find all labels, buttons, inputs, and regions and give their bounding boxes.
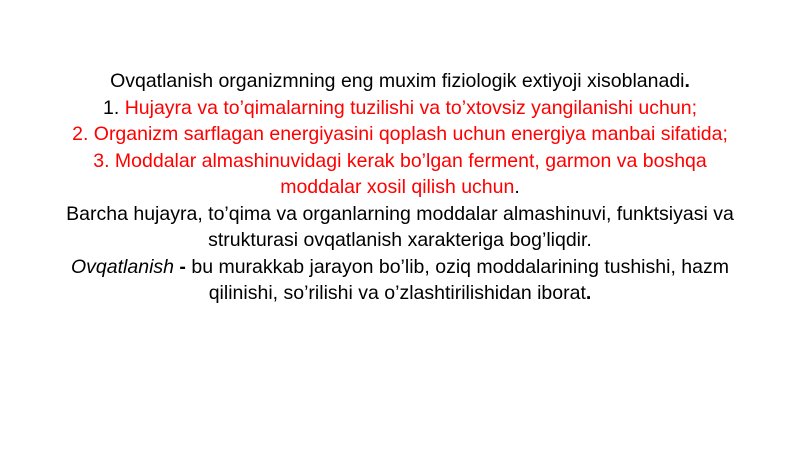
slide-text-block bbox=[60, 68, 740, 307]
list-item-3 bbox=[60, 148, 740, 201]
item1-number: 1. bbox=[103, 96, 125, 119]
definition-line bbox=[60, 254, 740, 307]
item3-text: 3. Moddalar almashinuvidagi kerak bo’lgan ferment, garmon va boshqa moddalar xosil qilish uchun bbox=[93, 149, 707, 198]
definition-dot: . bbox=[585, 282, 592, 304]
intro-dot: . bbox=[684, 70, 690, 92]
intro-line bbox=[60, 68, 740, 95]
item3-dot: . bbox=[514, 176, 520, 198]
definition-term: Ovqatlanish bbox=[71, 255, 174, 278]
definition-dash: - bbox=[174, 255, 192, 278]
intro-text: Ovqatlanish organizmning eng muxim fiziologik extiyoji xisoblanadi bbox=[110, 70, 685, 92]
paragraph-organs: Barcha hujayra, to’qima va organlarning moddalar almashinuvi, funktsiyasi va strukturasi ovqatlanish xarakteriga bog’liqdir. bbox=[66, 202, 734, 251]
list-item-2: 2. Organizm sarflagan energiyasini qoplash uchun energiya manbai sifatida; bbox=[72, 123, 728, 145]
definition-text: bu murakkab jarayon bo’lib, oziq moddalarining tushishi, hazm qilinishi, so’rilishi va o’zlashtirilishidan iborat bbox=[191, 255, 729, 304]
list-item-1 bbox=[60, 95, 740, 122]
item1-text: Hujayra va to’qimalarning tuzilishi va to’xtovsiz yangilanishi uchun; bbox=[124, 96, 697, 119]
